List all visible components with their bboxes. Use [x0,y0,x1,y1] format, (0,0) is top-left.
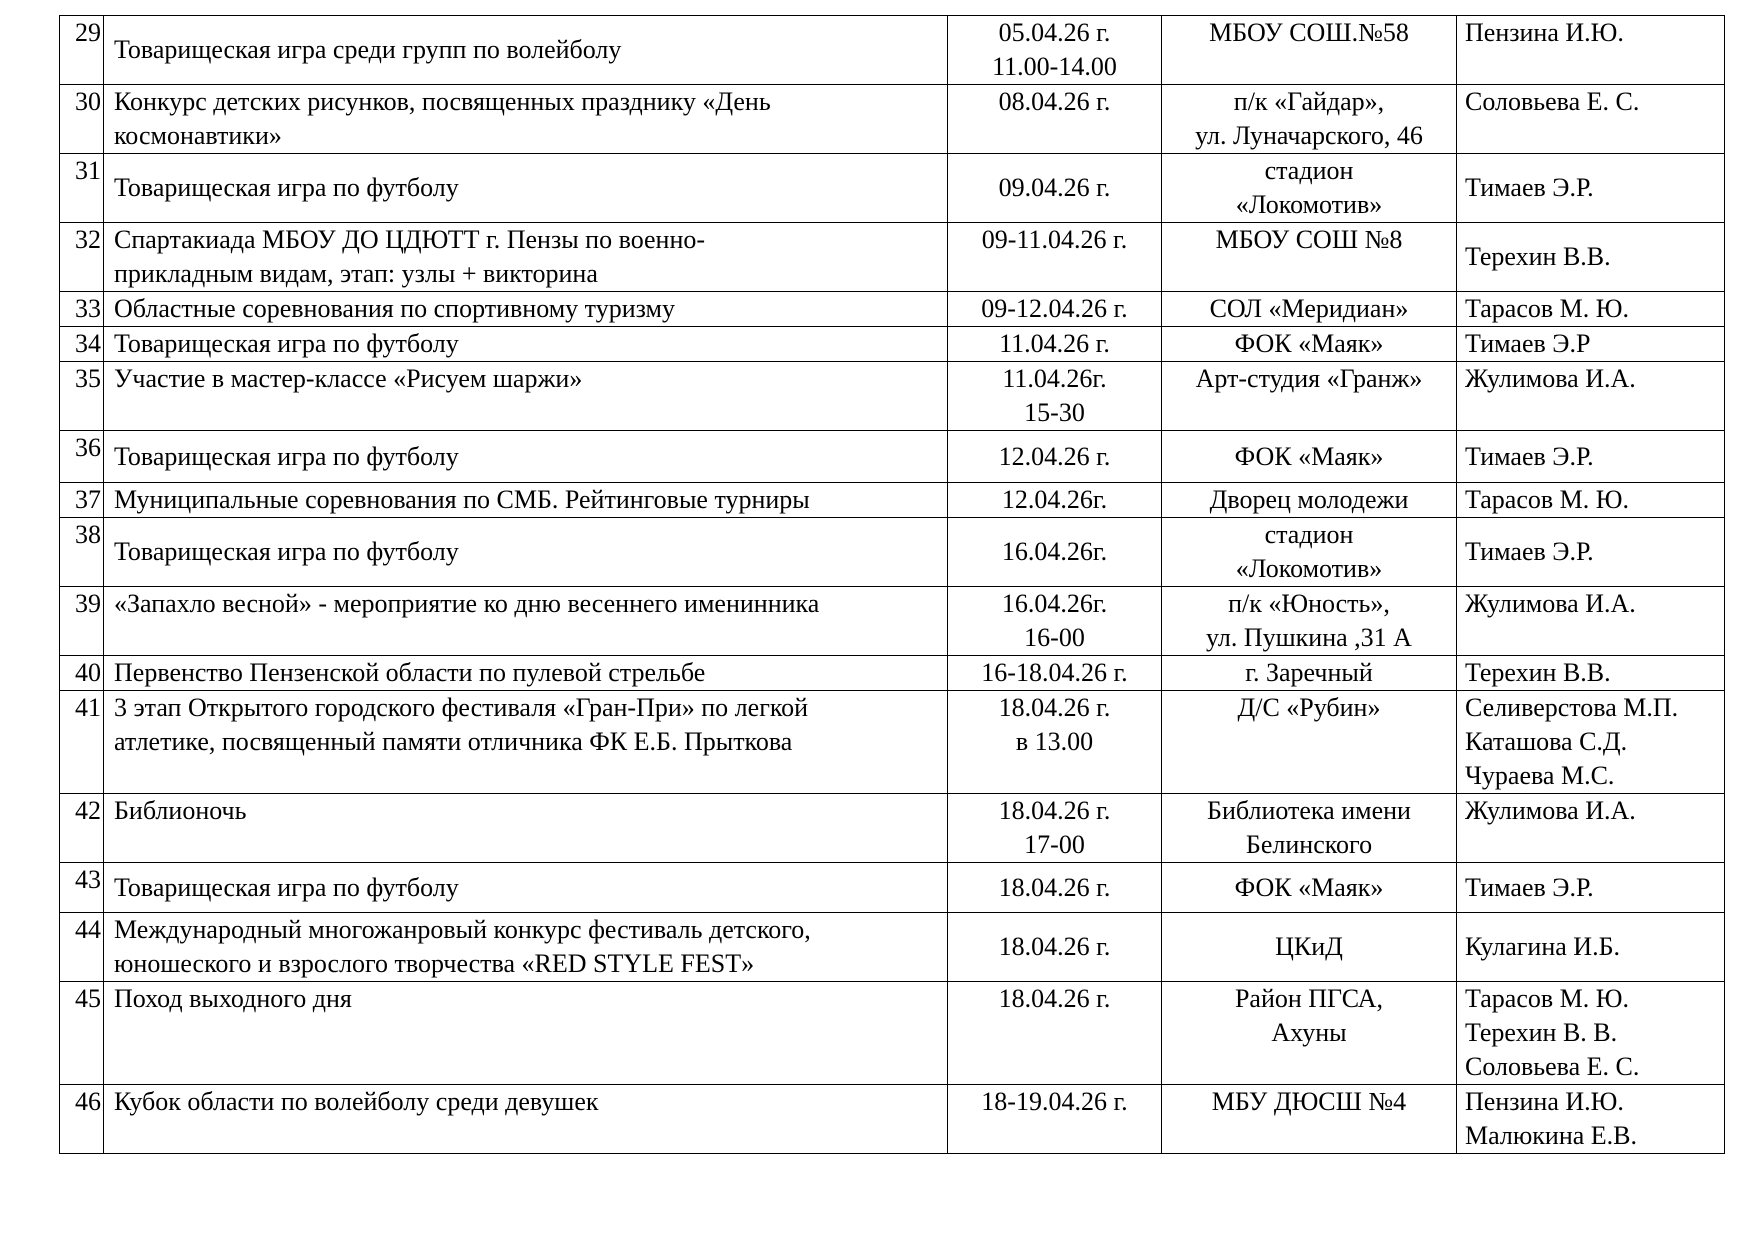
event-date-cell [948,85,1162,154]
responsible-person-line: Кулагина И.Б. [1465,932,1620,961]
table-row [60,362,1725,431]
responsible-person-line: Тимаев Э.Р. [1465,441,1594,471]
responsible-person-cell [1457,431,1725,483]
event-title-cell [104,982,948,1085]
event-place-line: СОЛ «Меридиан» [1209,294,1409,323]
event-place-cell [1162,327,1457,362]
table-row [60,691,1725,794]
row-number-cell [60,85,104,154]
responsible-person-line: Тарасов М. Ю. [1465,294,1629,323]
responsible-person-line: Терехин В.В. [1465,242,1611,271]
event-date-line: 18-19.04.26 г. [981,1087,1128,1116]
event-date-cell [948,863,1162,913]
event-title-line: прикладным видам, этап: узлы + викторина [114,259,598,288]
event-date-line: в 13.00 [1015,727,1094,756]
event-date-line: 11.04.26г. [1002,364,1107,393]
responsible-person-line: Пензина И.Ю. [1465,1087,1624,1116]
event-place-line: стадион [1264,156,1354,185]
event-date-cell [948,1085,1162,1154]
event-title-cell [104,154,948,223]
event-date-cell [948,691,1162,794]
event-place-cell [1162,292,1457,327]
responsible-person-cell [1457,327,1725,362]
event-place-line: ул. Пушкина ,31 А [1206,623,1412,652]
event-title-line: Областные соревнования по спортивному туризму [114,294,675,323]
event-place-line: п/к «Гайдар», [1233,87,1385,116]
event-place-line: стадион [1264,520,1354,549]
event-place-cell [1162,483,1457,518]
event-title-line: атлетике, посвященный памяти отличника ФК Е.Б. Прыткова [114,727,793,756]
event-title-cell [104,16,948,85]
event-place-line: МБОУ СОШ №8 [1215,225,1403,254]
event-title-line: Спартакиада МБОУ ДО ЦДЮТТ г. Пензы по военно- [114,225,706,254]
event-date-cell [948,327,1162,362]
event-place-cell [1162,16,1457,85]
row-number-cell [60,587,104,656]
row-number-cell [60,1085,104,1154]
event-date-line: 18.04.26 г. [998,932,1111,961]
responsible-person-cell [1457,85,1725,154]
event-date-cell [948,154,1162,223]
row-number-cell [60,656,104,691]
event-place-line: Арт-студия «Гранж» [1195,364,1423,393]
event-title-cell [104,1085,948,1154]
event-place-cell [1162,223,1457,292]
table-row [60,292,1725,327]
responsible-person-cell [1457,292,1725,327]
row-number: 33 [75,294,101,323]
event-place-cell [1162,1085,1457,1154]
event-place-cell [1162,691,1457,794]
event-title-cell [104,362,948,431]
event-place-cell [1162,913,1457,982]
responsible-person-cell [1457,794,1725,863]
event-date-line: 16-00 [1024,623,1085,652]
row-number-cell [60,362,104,431]
responsible-person-cell [1457,863,1725,913]
event-place-line: п/к «Юность», [1228,589,1390,618]
event-date-cell [948,431,1162,483]
event-place-line: Район ПГСА, [1234,984,1384,1013]
event-place-cell [1162,85,1457,154]
event-title-cell [104,863,948,913]
row-number: 45 [75,984,101,1013]
event-date-cell [948,913,1162,982]
event-date-line: 12.04.26 г. [998,441,1111,471]
events-table [59,15,1725,1154]
event-title-line: Товарищеская игра по футболу [114,329,459,358]
table-row [60,518,1725,587]
event-place-cell [1162,362,1457,431]
table-row [60,794,1725,863]
event-place-line: Д/С «Рубин» [1237,693,1381,722]
table-row [60,223,1725,292]
responsible-person-line: Тимаев Э.Р [1465,329,1591,358]
event-date-line: 18.04.26 г. [998,872,1111,902]
row-number: 31 [75,156,101,185]
responsible-person-cell [1457,982,1725,1085]
row-number-cell [60,292,104,327]
responsible-person-line: Соловьева Е. С. [1465,1052,1640,1081]
row-number: 35 [75,364,101,393]
event-date-line: 12.04.26г. [1001,485,1108,514]
event-date-line: 18.04.26 г. [998,984,1111,1013]
table-row [60,483,1725,518]
responsible-person-cell [1457,362,1725,431]
event-title-line: космонавтики» [114,121,282,150]
event-title-cell [104,691,948,794]
event-date-line: 18.04.26 г. [998,693,1111,722]
row-number: 32 [75,225,101,254]
event-title-cell [104,656,948,691]
event-place-line: ФОК «Маяк» [1234,329,1384,358]
event-title-line: Международный многожанровый конкурс фестиваль детского, [114,915,811,944]
event-title-line: Товарищеская игра по футболу [114,872,459,902]
event-title-line: Товарищеская игра по футболу [114,441,459,471]
event-title-line: Участие в мастер-классе «Рисуем шаржи» [114,364,583,393]
row-number-cell [60,518,104,587]
table-row [60,327,1725,362]
row-number-cell [60,483,104,518]
responsible-person-cell [1457,656,1725,691]
event-place-line: г. Заречный [1245,658,1373,687]
event-date-cell [948,794,1162,863]
row-number: 39 [75,589,101,618]
responsible-person-line: Тарасов М. Ю. [1465,984,1629,1013]
row-number-cell [60,327,104,362]
responsible-person-cell [1457,691,1725,794]
event-place-cell [1162,794,1457,863]
table-row [60,431,1725,483]
responsible-person-cell [1457,483,1725,518]
responsible-person-line: Жулимова И.А. [1465,364,1636,393]
row-number: 41 [75,693,101,722]
event-title-line: Конкурс детских рисунков, посвященных празднику «День [114,87,771,116]
event-date-line: 16-18.04.26 г. [981,658,1128,687]
event-date-cell [948,292,1162,327]
event-place-line: ЦКиД [1275,932,1343,961]
row-number: 34 [75,329,101,358]
event-date-line: 09-12.04.26 г. [981,294,1128,323]
event-title-cell [104,223,948,292]
row-number-cell [60,154,104,223]
event-place-line: ул. Луначарского, 46 [1195,121,1423,150]
table-row [60,1085,1725,1154]
table-row [60,85,1725,154]
event-place-cell [1162,656,1457,691]
responsible-person-line: Тарасов М. Ю. [1465,485,1629,514]
row-number-cell [60,913,104,982]
event-place-line: МБОУ СОШ.№58 [1209,18,1409,47]
event-place-line: МБУ ДЮСШ №4 [1211,1087,1407,1116]
table-row [60,587,1725,656]
event-place-cell [1162,518,1457,587]
event-place-line: Белинского [1245,830,1373,859]
event-title-cell [104,913,948,982]
event-title-line: Библионочь [114,796,247,825]
event-title-cell [104,431,948,483]
event-title-cell [104,794,948,863]
event-title-line: юношеского и взрослого творчества «RED STYLE FEST» [114,949,755,978]
responsible-person-line: Терехин В. В. [1465,1018,1618,1047]
event-title-line: Кубок области по волейболу среди девушек [114,1087,599,1116]
event-date-line: 11.00-14.00 [992,52,1117,81]
event-title-line: Товарищеская игра среди групп по волейболу [114,35,622,64]
event-date-cell [948,656,1162,691]
event-title-cell [104,85,948,154]
row-number: 46 [75,1087,101,1116]
table-row [60,154,1725,223]
table-row [60,16,1725,85]
event-title-line: Товарищеская игра по футболу [114,173,459,202]
events-table-body [60,16,1725,1154]
event-place-cell [1162,863,1457,913]
event-place-line: Дворец молодежи [1209,485,1409,514]
row-number: 44 [75,915,101,944]
row-number: 37 [75,485,101,514]
event-title-cell [104,483,948,518]
row-number: 43 [75,865,101,894]
event-title-cell [104,327,948,362]
event-title-cell [104,518,948,587]
event-title-cell [104,292,948,327]
event-title-line: Первенство Пензенской области по пулевой стрельбе [114,658,706,687]
event-date-cell [948,223,1162,292]
row-number: 40 [75,658,101,687]
row-number-cell [60,16,104,85]
event-date-line: 16.04.26г. [1001,537,1108,566]
row-number-cell [60,691,104,794]
event-date-line: 17-00 [1024,830,1085,859]
event-place-cell [1162,154,1457,223]
responsible-person-line: Жулимова И.А. [1465,796,1636,825]
event-date-line: 11.04.26 г. [999,329,1110,358]
event-place-line: ФОК «Маяк» [1234,872,1384,902]
event-title-line: Товарищеская игра по футболу [114,537,459,566]
event-place-line: Библиотека имени [1207,796,1411,825]
responsible-person-cell [1457,223,1725,292]
event-place-cell [1162,982,1457,1085]
row-number: 38 [75,520,101,549]
responsible-person-cell [1457,913,1725,982]
responsible-person-line: Тимаев Э.Р. [1465,872,1594,902]
responsible-person-cell [1457,154,1725,223]
responsible-person-line: Чураева М.С. [1465,761,1615,790]
event-date-line: 18.04.26 г. [998,796,1111,825]
responsible-person-line: Каташова С.Д. [1465,727,1628,756]
responsible-person-cell [1457,16,1725,85]
row-number-cell [60,982,104,1085]
event-place-line: Ахуны [1271,1018,1347,1047]
responsible-person-line: Пензина И.Ю. [1465,18,1624,47]
responsible-person-line: Селиверстова М.П. [1465,693,1679,722]
responsible-person-line: Соловьева Е. С. [1465,87,1640,116]
responsible-person-line: Тимаев Э.Р. [1465,537,1594,566]
event-title-line: «Запахло весной» - мероприятие ко дню весеннего именинника [114,589,820,618]
responsible-person-cell [1457,587,1725,656]
responsible-person-cell [1457,1085,1725,1154]
row-number: 30 [75,87,101,116]
row-number: 36 [75,433,101,462]
event-date-line: 08.04.26 г. [998,87,1111,116]
event-place-line: «Локомотив» [1235,190,1383,219]
table-row [60,656,1725,691]
row-number-cell [60,431,104,483]
event-date-line: 09.04.26 г. [998,173,1111,202]
event-date-cell [948,362,1162,431]
responsible-person-line: Терехин В.В. [1465,658,1611,687]
event-title-line: 3 этап Открытого городского фестиваля «Гран-При» по легкой [114,693,809,722]
row-number: 29 [75,18,101,47]
table-row [60,913,1725,982]
table-row [60,863,1725,913]
row-number-cell [60,223,104,292]
row-number-cell [60,794,104,863]
event-title-line: Муниципальные соревнования по СМБ. Рейтинговые турниры [114,485,810,514]
event-date-cell [948,518,1162,587]
event-place-cell [1162,587,1457,656]
responsible-person-cell [1457,518,1725,587]
event-place-line: ФОК «Маяк» [1234,441,1384,471]
event-title-line: Поход выходного дня [114,984,352,1013]
responsible-person-line: Тимаев Э.Р. [1465,173,1594,202]
event-date-line: 09-11.04.26 г. [981,225,1128,254]
event-date-cell [948,587,1162,656]
responsible-person-line: Жулимова И.А. [1465,589,1636,618]
event-place-line: «Локомотив» [1235,554,1383,583]
event-date-line: 15-30 [1024,398,1085,427]
event-place-cell [1162,431,1457,483]
event-date-cell [948,483,1162,518]
event-date-cell [948,16,1162,85]
row-number: 42 [75,796,101,825]
event-date-line: 05.04.26 г. [998,18,1111,47]
event-date-line: 16.04.26г. [1001,589,1108,618]
event-title-cell [104,587,948,656]
row-number-cell [60,863,104,913]
event-date-cell [948,982,1162,1085]
table-row [60,982,1725,1085]
responsible-person-line: Малюкина Е.В. [1465,1121,1638,1150]
